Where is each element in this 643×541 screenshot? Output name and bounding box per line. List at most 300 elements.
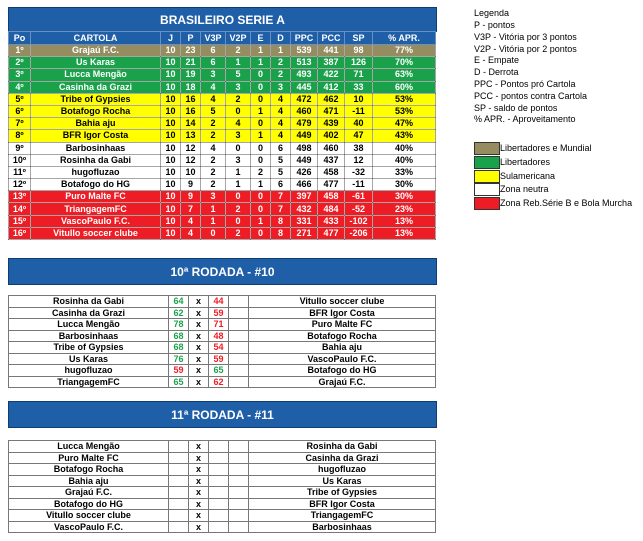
standings-cell-v3p: 2 — [201, 118, 226, 130]
vs-mark: x — [189, 330, 209, 342]
home-team: Botafogo Rocha — [9, 464, 169, 476]
standings-cell-p: 19 — [181, 69, 201, 81]
standings-cell-e: 0 — [251, 191, 271, 203]
match-row — [9, 521, 436, 533]
standings-cell-team: Barbosinhaas — [31, 142, 161, 154]
standings-cell-pos: 2º — [9, 57, 31, 69]
away-team: Rosinha da Gabi — [249, 441, 436, 453]
standings-cell-d: 1 — [271, 45, 291, 57]
standings-cell-p: 18 — [181, 81, 201, 93]
standings-cell-e: 0 — [251, 203, 271, 215]
home-score — [169, 487, 189, 499]
home-team: Tribe of Gypsies — [9, 342, 169, 354]
away-team: Us Karas — [249, 475, 436, 487]
standings-header-row — [9, 32, 436, 45]
standings-cell-e: 1 — [251, 179, 271, 191]
away-team: Botafogo do HG — [249, 365, 436, 377]
away-team: Bahia aju — [249, 342, 436, 354]
home-score: 68 — [169, 330, 189, 342]
standings-cell-team: TriangagemFC — [31, 203, 161, 215]
standings-cell-j: 10 — [161, 203, 181, 215]
home-team: Grajaú F.C. — [9, 487, 169, 499]
standings-cell-d: 8 — [271, 227, 291, 239]
standings-cell-v2p: 0 — [226, 142, 251, 154]
standings-header-cell: V2P — [226, 32, 251, 45]
standings-cell-pcc: 477 — [318, 227, 345, 239]
standings-cell-team: Bahia aju — [31, 118, 161, 130]
standings-cell-pcc: 433 — [318, 215, 345, 227]
vs-mark: x — [189, 353, 209, 365]
standings-cell-team: Puro Malte FC — [31, 191, 161, 203]
standings-header-cell: PCC — [318, 32, 345, 45]
standings-cell-ppc: 445 — [291, 81, 318, 93]
home-score — [169, 441, 189, 453]
standings-cell-d: 4 — [271, 130, 291, 142]
standings-cell-v2p: 4 — [226, 118, 251, 130]
standings-cell-pcc: 462 — [318, 93, 345, 105]
match-row — [9, 330, 436, 342]
standings-cell-team: Grajaú F.C. — [31, 45, 161, 57]
legend-zone-label: Zona neutra — [500, 184, 549, 195]
standings-cell-apr: 30% — [373, 191, 436, 203]
standings-cell-e: 0 — [251, 93, 271, 105]
standings-cell-sp: 40 — [345, 118, 373, 130]
standings-cell-pos: 11º — [9, 166, 31, 178]
spacer-cell — [229, 330, 249, 342]
standings-row — [9, 45, 436, 57]
standings-cell-ppc: 426 — [291, 166, 318, 178]
standings-cell-team: Tribe of Gypsies — [31, 93, 161, 105]
standings-header-cell: % APR. — [373, 32, 436, 45]
home-score — [169, 510, 189, 522]
standings-cell-sp: 38 — [345, 142, 373, 154]
standings-cell-p: 14 — [181, 118, 201, 130]
home-score: 78 — [169, 319, 189, 331]
standings-row — [9, 57, 436, 69]
vs-mark: x — [189, 307, 209, 319]
standings-cell-d: 6 — [271, 142, 291, 154]
standings-cell-team: Casinha da Grazi — [31, 81, 161, 93]
home-team: Vitullo soccer clube — [9, 510, 169, 522]
standings-cell-apr: 13% — [373, 227, 436, 239]
standings-cell-e: 0 — [251, 154, 271, 166]
standings-cell-pcc: 402 — [318, 130, 345, 142]
legend-swatch — [474, 156, 500, 169]
standings-cell-v3p: 3 — [201, 69, 226, 81]
vs-mark: x — [189, 441, 209, 453]
standings-cell-j: 10 — [161, 118, 181, 130]
standings-cell-apr: 13% — [373, 215, 436, 227]
away-team: Casinha da Grazi — [249, 452, 436, 464]
home-score: 76 — [169, 353, 189, 365]
spacer-cell — [229, 441, 249, 453]
standings-cell-j: 10 — [161, 105, 181, 117]
spacer-cell — [229, 521, 249, 533]
standings-cell-v3p: 4 — [201, 93, 226, 105]
standings-cell-apr: 40% — [373, 142, 436, 154]
standings-row — [9, 81, 436, 93]
standings-cell-j: 10 — [161, 57, 181, 69]
away-score: 44 — [209, 296, 229, 308]
match-row — [9, 353, 436, 365]
spacer-cell — [229, 510, 249, 522]
standings-cell-j: 10 — [161, 142, 181, 154]
standings-cell-sp: 10 — [345, 93, 373, 105]
home-team: Botafogo do HG — [9, 498, 169, 510]
home-score — [169, 475, 189, 487]
standings-row — [9, 93, 436, 105]
standings-cell-v2p: 0 — [226, 191, 251, 203]
legend-item: P - pontos — [474, 20, 515, 30]
standings-cell-pcc: 460 — [318, 142, 345, 154]
match-row — [9, 498, 436, 510]
standings-cell-d: 7 — [271, 191, 291, 203]
standings-cell-v2p: 3 — [226, 81, 251, 93]
home-team: Puro Malte FC — [9, 452, 169, 464]
home-score: 64 — [169, 296, 189, 308]
round11-title: 11ª RODADA - #11 — [8, 401, 437, 428]
away-team: Puro Malte FC — [249, 319, 436, 331]
round10-title: 10ª RODADA - #10 — [8, 258, 437, 285]
standings-cell-j: 10 — [161, 130, 181, 142]
standings-cell-pos: 10º — [9, 154, 31, 166]
standings-row — [9, 130, 436, 142]
standings-cell-sp: 126 — [345, 57, 373, 69]
standings-cell-j: 10 — [161, 166, 181, 178]
home-team: Us Karas — [9, 353, 169, 365]
standings-cell-e: 1 — [251, 130, 271, 142]
spacer-cell — [229, 296, 249, 308]
vs-mark: x — [189, 498, 209, 510]
home-score — [169, 521, 189, 533]
standings-row — [9, 105, 436, 117]
standings-cell-apr: 47% — [373, 118, 436, 130]
legend-zone-label: Sulamericana — [500, 170, 556, 181]
match-row — [9, 365, 436, 377]
away-score — [209, 475, 229, 487]
standings-cell-ppc: 479 — [291, 118, 318, 130]
standings-cell-ppc: 498 — [291, 142, 318, 154]
standings-cell-sp: 98 — [345, 45, 373, 57]
standings-cell-j: 10 — [161, 45, 181, 57]
standings-cell-team: Rosinha da Gabi — [31, 154, 161, 166]
match-row — [9, 342, 436, 354]
away-team: VascoPaulo F.C. — [249, 353, 436, 365]
away-team: Vitullo soccer clube — [249, 296, 436, 308]
standings-cell-apr: 30% — [373, 179, 436, 191]
match-row — [9, 452, 436, 464]
standings-cell-j: 10 — [161, 215, 181, 227]
home-score — [169, 464, 189, 476]
standings-cell-v3p: 1 — [201, 215, 226, 227]
away-score: 65 — [209, 365, 229, 377]
standings-cell-pcc: 439 — [318, 118, 345, 130]
home-team: Lucca Mengão — [9, 319, 169, 331]
home-score: 65 — [169, 376, 189, 388]
standings-header-cell: V3P — [201, 32, 226, 45]
standings-cell-apr: 63% — [373, 69, 436, 81]
standings-cell-p: 23 — [181, 45, 201, 57]
home-score: 59 — [169, 365, 189, 377]
standings-cell-pos: 5º — [9, 93, 31, 105]
standings-cell-pos: 16º — [9, 227, 31, 239]
standings-cell-e: 0 — [251, 69, 271, 81]
standings-cell-ppc: 493 — [291, 69, 318, 81]
standings-cell-pos: 12º — [9, 179, 31, 191]
standings-cell-v2p: 1 — [226, 166, 251, 178]
standings-cell-ppc: 432 — [291, 203, 318, 215]
vs-mark: x — [189, 342, 209, 354]
standings-cell-j: 10 — [161, 93, 181, 105]
legend-item: V3P - Vitória por 3 pontos — [474, 31, 577, 42]
away-score: 48 — [209, 330, 229, 342]
standings-cell-v2p: 0 — [226, 105, 251, 117]
home-team: Lucca Mengão — [9, 441, 169, 453]
standings-cell-sp: -11 — [345, 105, 373, 117]
standings-cell-p: 9 — [181, 179, 201, 191]
standings-cell-v3p: 4 — [201, 142, 226, 154]
standings-row — [9, 166, 436, 178]
standings-cell-v3p: 3 — [201, 191, 226, 203]
standings-cell-pcc: 458 — [318, 166, 345, 178]
standings-header-cell: PPC — [291, 32, 318, 45]
spacer-cell — [229, 353, 249, 365]
standings-cell-d: 4 — [271, 105, 291, 117]
standings-cell-v3p: 2 — [201, 154, 226, 166]
standings-cell-sp: -32 — [345, 166, 373, 178]
standings-cell-v3p: 4 — [201, 81, 226, 93]
home-score: 68 — [169, 342, 189, 354]
away-team: Grajaú F.C. — [249, 376, 436, 388]
standings-header-cell: CARTOLA — [31, 32, 161, 45]
standings-cell-apr: 43% — [373, 130, 436, 142]
standings-cell-apr: 53% — [373, 105, 436, 117]
standings-cell-pos: 4º — [9, 81, 31, 93]
standings-cell-pcc: 387 — [318, 57, 345, 69]
standings-cell-sp: 71 — [345, 69, 373, 81]
standings-cell-pos: 7º — [9, 118, 31, 130]
standings-cell-d: 2 — [271, 69, 291, 81]
away-team: Tribe of Gypsies — [249, 487, 436, 499]
standings-row — [9, 142, 436, 154]
standings-cell-pcc: 484 — [318, 203, 345, 215]
standings-cell-v2p: 2 — [226, 93, 251, 105]
vs-mark: x — [189, 376, 209, 388]
standings-cell-apr: 53% — [373, 93, 436, 105]
standings-row — [9, 191, 436, 203]
standings-cell-pos: 14º — [9, 203, 31, 215]
standings-cell-v3p: 0 — [201, 227, 226, 239]
match-row — [9, 510, 436, 522]
standings-cell-p: 10 — [181, 166, 201, 178]
standings-cell-pos: 3º — [9, 69, 31, 81]
standings-cell-v2p: 2 — [226, 227, 251, 239]
away-score: 54 — [209, 342, 229, 354]
spacer-cell — [229, 475, 249, 487]
standings-header-cell: J — [161, 32, 181, 45]
standings-cell-p: 9 — [181, 191, 201, 203]
standings-cell-apr: 70% — [373, 57, 436, 69]
standings-cell-v3p: 6 — [201, 57, 226, 69]
standings-cell-ppc: 472 — [291, 93, 318, 105]
standings-table — [8, 31, 436, 240]
match-row — [9, 441, 436, 453]
home-team: TriangagemFC — [9, 376, 169, 388]
match-row — [9, 487, 436, 499]
standings-cell-ppc: 397 — [291, 191, 318, 203]
home-team: VascoPaulo F.C. — [9, 521, 169, 533]
standings-cell-v3p: 5 — [201, 105, 226, 117]
match-row — [9, 464, 436, 476]
home-team: Bahia aju — [9, 475, 169, 487]
standings-cell-sp: -206 — [345, 227, 373, 239]
standings-cell-team: Botafogo Rocha — [31, 105, 161, 117]
spacer-cell — [229, 319, 249, 331]
standings-cell-d: 4 — [271, 93, 291, 105]
standings-cell-v2p: 1 — [226, 57, 251, 69]
standings-cell-v2p: 5 — [226, 69, 251, 81]
home-score — [169, 498, 189, 510]
legend-zone-label: Libertadores — [500, 156, 551, 167]
vs-mark: x — [189, 464, 209, 476]
standings-cell-team: Vitullo soccer clube — [31, 227, 161, 239]
away-score: 59 — [209, 353, 229, 365]
standings-header-cell: SP — [345, 32, 373, 45]
vs-mark: x — [189, 487, 209, 499]
standings-cell-pcc: 441 — [318, 45, 345, 57]
standings-cell-e: 0 — [251, 118, 271, 130]
away-team: BFR Igor Costa — [249, 498, 436, 510]
standings-cell-pos: 8º — [9, 130, 31, 142]
standings-header-cell: E — [251, 32, 271, 45]
standings-cell-pcc: 458 — [318, 191, 345, 203]
standings-cell-j: 10 — [161, 191, 181, 203]
standings-cell-sp: 12 — [345, 154, 373, 166]
standings-cell-j: 10 — [161, 227, 181, 239]
legend-swatch — [474, 197, 500, 210]
standings-cell-team: Us Karas — [31, 57, 161, 69]
standings-cell-team: Lucca Mengão — [31, 69, 161, 81]
away-score: 71 — [209, 319, 229, 331]
standings-cell-p: 16 — [181, 105, 201, 117]
standings-cell-pos: 15º — [9, 215, 31, 227]
away-score — [209, 452, 229, 464]
standings-cell-d: 3 — [271, 81, 291, 93]
standings-cell-p: 12 — [181, 154, 201, 166]
standings-cell-p: 21 — [181, 57, 201, 69]
spacer-cell — [229, 452, 249, 464]
legend-item: D - Derrota — [474, 67, 519, 78]
home-team: hugofluzao — [9, 365, 169, 377]
spacer-cell — [229, 307, 249, 319]
standings-cell-team: VascoPaulo F.C. — [31, 215, 161, 227]
match-row — [9, 376, 436, 388]
standings-cell-pcc: 422 — [318, 69, 345, 81]
vs-mark: x — [189, 510, 209, 522]
standings-cell-e: 2 — [251, 166, 271, 178]
away-team: Botafogo Rocha — [249, 330, 436, 342]
standings-cell-e: 0 — [251, 227, 271, 239]
away-score — [209, 510, 229, 522]
standings-cell-ppc: 449 — [291, 154, 318, 166]
away-score — [209, 487, 229, 499]
away-team: Barbosinhaas — [249, 521, 436, 533]
standings-cell-d: 7 — [271, 203, 291, 215]
standings-cell-team: hugofluzao — [31, 166, 161, 178]
vs-mark: x — [189, 296, 209, 308]
standings-cell-v3p: 2 — [201, 179, 226, 191]
vs-mark: x — [189, 475, 209, 487]
standings-cell-d: 5 — [271, 154, 291, 166]
standings-cell-pos: 9º — [9, 142, 31, 154]
standings-cell-team: Botafogo do HG — [31, 179, 161, 191]
standings-title: BRASILEIRO SERIE A — [8, 7, 437, 32]
standings-cell-pcc: 437 — [318, 154, 345, 166]
standings-row — [9, 215, 436, 227]
legend-zone-label: Libertadores e Mundial — [500, 143, 592, 153]
standings-cell-apr: 33% — [373, 166, 436, 178]
standings-cell-sp: 33 — [345, 81, 373, 93]
spacer-cell — [229, 487, 249, 499]
standings-header-cell: Po — [9, 32, 31, 45]
legend-item: PCC - pontos contra Cartola — [474, 90, 588, 101]
match-row — [9, 475, 436, 487]
away-team: BFR Igor Costa — [249, 307, 436, 319]
standings-cell-p: 12 — [181, 142, 201, 154]
legend-zone-label: Zona Reb.Série B e Bola Murcha — [500, 198, 633, 209]
standings-cell-pcc: 477 — [318, 179, 345, 191]
standings-cell-d: 4 — [271, 118, 291, 130]
match-row — [9, 307, 436, 319]
standings-cell-apr: 77% — [373, 45, 436, 57]
away-score — [209, 441, 229, 453]
standings-cell-d: 8 — [271, 215, 291, 227]
home-score: 62 — [169, 307, 189, 319]
standings-cell-ppc: 513 — [291, 57, 318, 69]
standings-cell-v3p: 2 — [201, 130, 226, 142]
standings-cell-sp: -11 — [345, 179, 373, 191]
away-score — [209, 464, 229, 476]
standings-cell-v2p: 3 — [226, 130, 251, 142]
standings-cell-j: 10 — [161, 179, 181, 191]
standings-cell-ppc: 539 — [291, 45, 318, 57]
standings-cell-p: 13 — [181, 130, 201, 142]
standings-cell-p: 16 — [181, 93, 201, 105]
spacer-cell — [229, 498, 249, 510]
standings-row — [9, 69, 436, 81]
round10-table — [8, 295, 436, 388]
standings-header-cell: P — [181, 32, 201, 45]
vs-mark: x — [189, 521, 209, 533]
standings-header-cell: D — [271, 32, 291, 45]
standings-cell-p: 4 — [181, 215, 201, 227]
match-row — [9, 296, 436, 308]
standings-cell-sp: -52 — [345, 203, 373, 215]
standings-cell-team: BFR Igor Costa — [31, 130, 161, 142]
standings-cell-e: 1 — [251, 215, 271, 227]
home-team: Barbosinhaas — [9, 330, 169, 342]
standings-cell-e: 1 — [251, 105, 271, 117]
standings-cell-j: 10 — [161, 69, 181, 81]
legend-swatch — [474, 142, 500, 155]
standings-cell-apr: 23% — [373, 203, 436, 215]
spacer-cell — [229, 376, 249, 388]
standings-row — [9, 203, 436, 215]
standings-row — [9, 154, 436, 166]
standings-row — [9, 179, 436, 191]
standings-cell-p: 7 — [181, 203, 201, 215]
legend-item: V2P - Vitória por 2 pontos — [474, 43, 577, 54]
